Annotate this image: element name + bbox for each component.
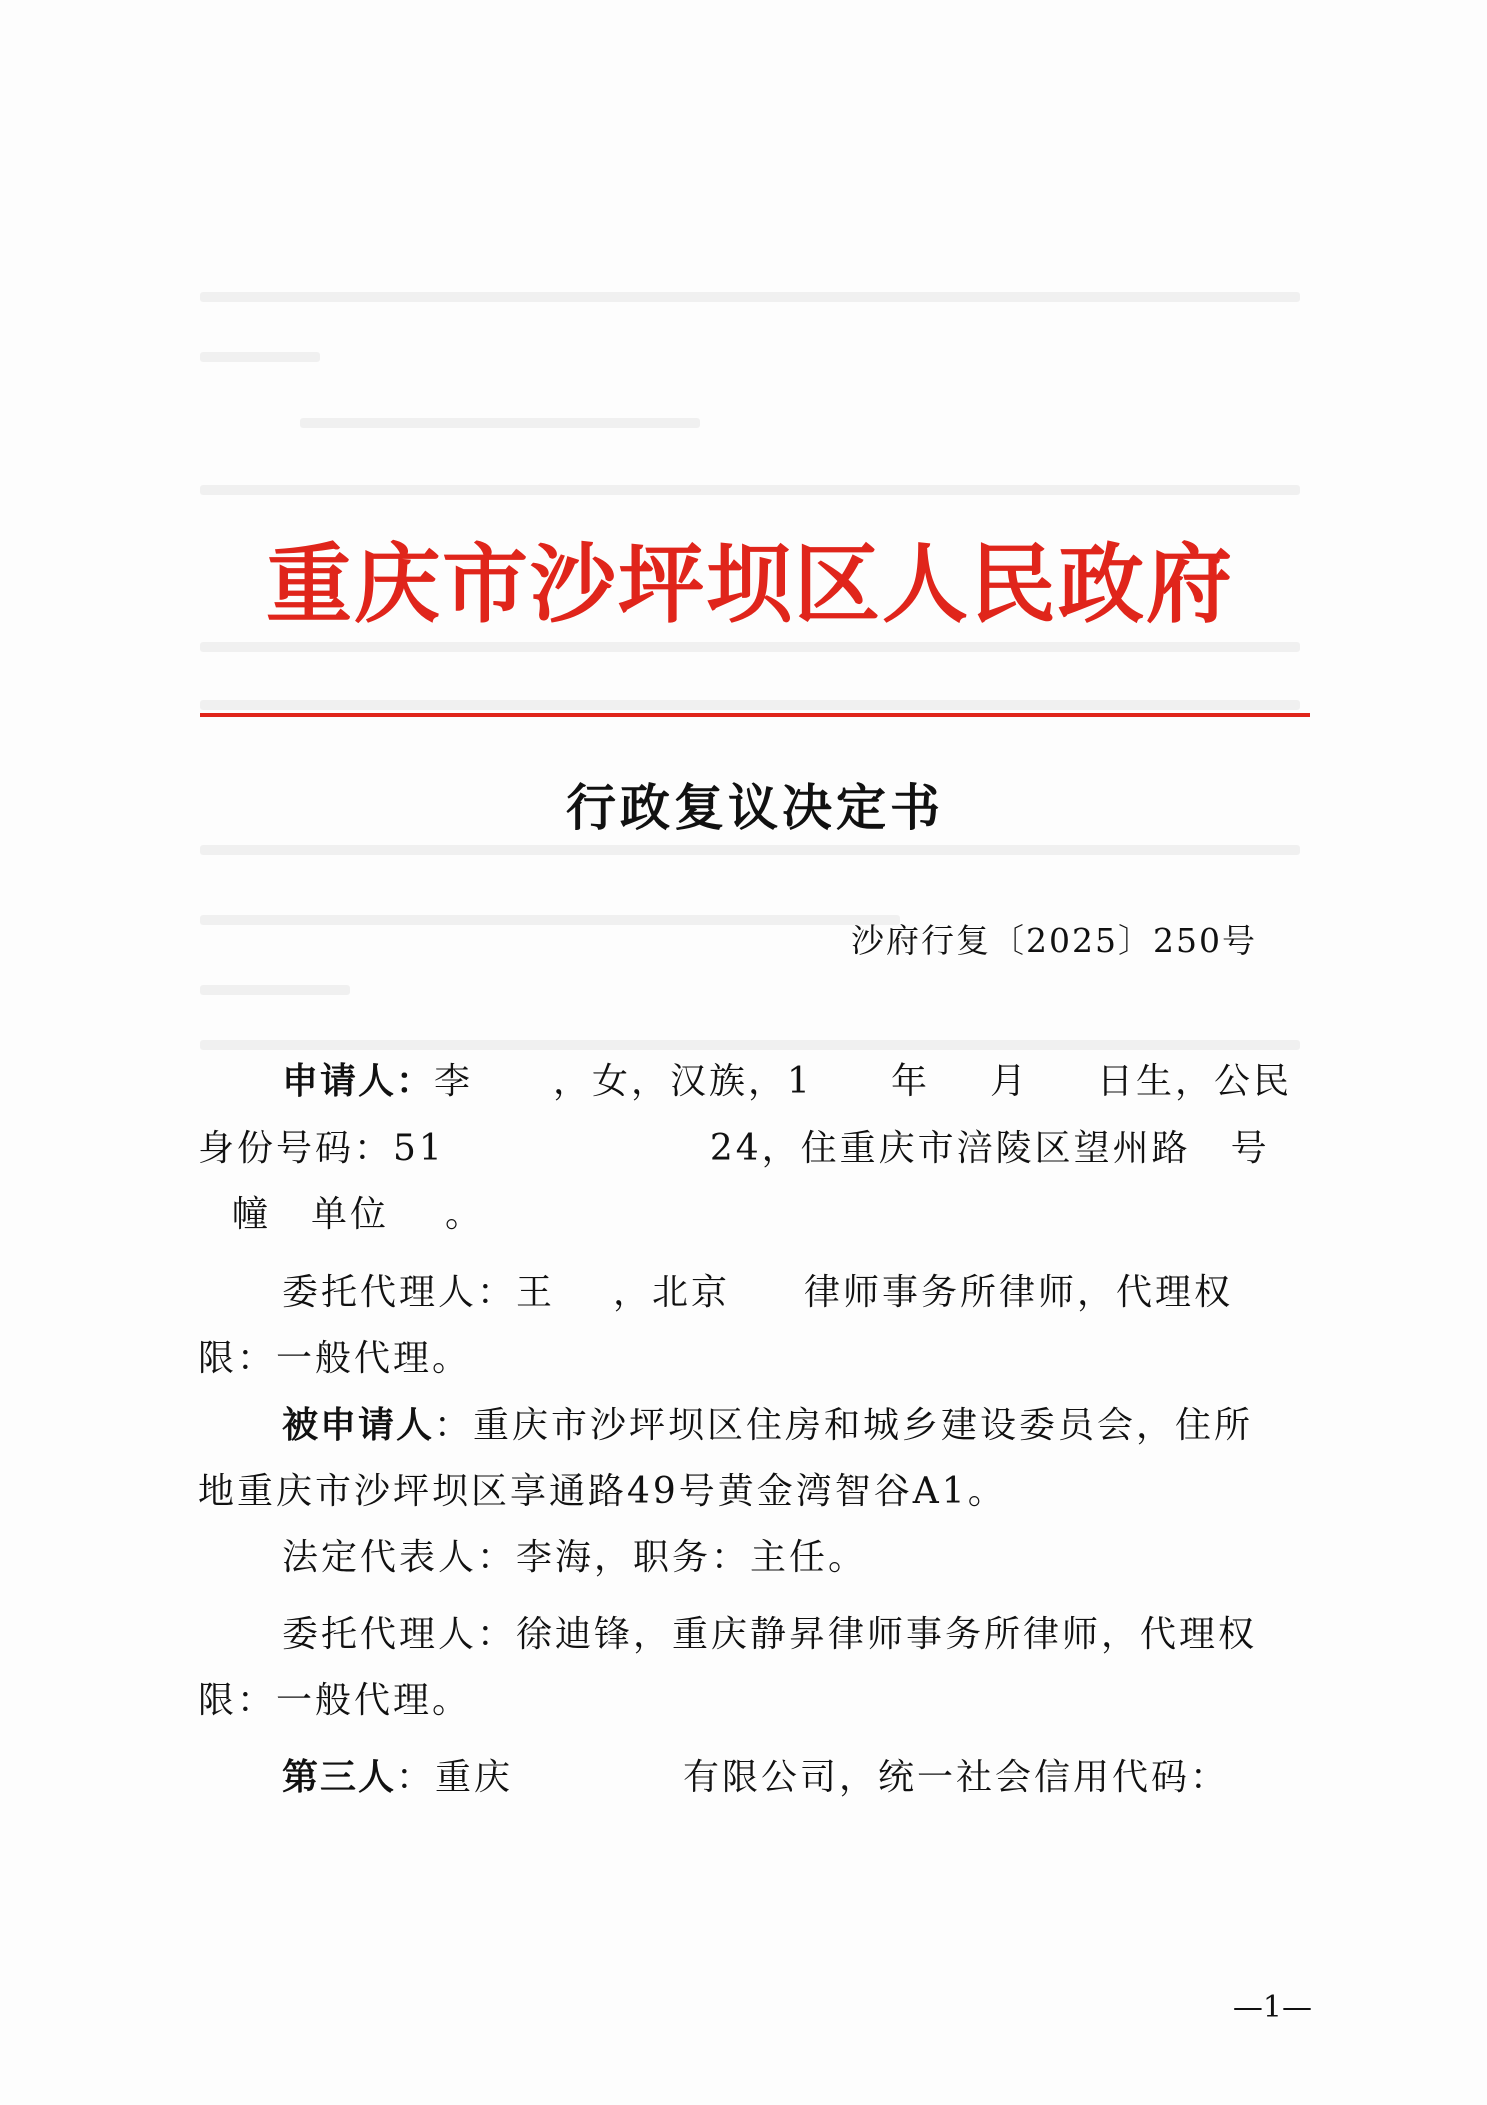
applicant-house-number: 号 — [1230, 1128, 1270, 1169]
bleed-through-line — [200, 985, 350, 995]
respondent-agent-line-1: 委托代理人：徐迪锋，重庆静昇律师事务所律师，代理权 — [282, 1614, 1258, 1655]
legal-representative: 法定代表人：李海，职务：主任。 — [282, 1537, 868, 1578]
red-separator-rule — [200, 713, 1310, 717]
document-number: 沙府行复〔2025〕250号 — [851, 921, 1257, 960]
respondent-name: ：重庆市沙坪坝区住房和城乡建设委员会，住所 — [434, 1405, 1254, 1446]
applicant-agent-firm-suffix: 律师事务所律师，代理权 — [804, 1272, 1234, 1313]
third-party-line — [282, 1756, 1229, 1800]
applicant-birth-month: 月 — [989, 1061, 1029, 1102]
applicant-line-end: 。 — [445, 1194, 485, 1235]
third-party-name-suffix: 有限公司，统一社会信用代码： — [683, 1757, 1230, 1798]
applicant-unit: 单位 — [311, 1194, 390, 1235]
bleed-through-line — [200, 915, 900, 925]
third-party-name-prefix: ：重庆 — [396, 1757, 514, 1798]
applicant-agent-label: 委托代理人：王 — [282, 1272, 556, 1313]
applicant-line-1 — [282, 1060, 1292, 1104]
applicant-agent-line-1 — [282, 1271, 1233, 1315]
bleed-through-line — [200, 352, 320, 362]
issuing-authority-masthead: 重庆市沙坪坝区人民政府 — [266, 534, 1234, 635]
third-party-label: 第三人 — [282, 1757, 397, 1798]
page-number: —1— — [1232, 1990, 1312, 2025]
applicant-building: 幢 — [232, 1194, 272, 1235]
bleed-through-line — [200, 485, 1300, 495]
document-title: 行政复议决定书 — [566, 778, 944, 837]
applicant-agent-firm-prefix: ，北京 — [613, 1272, 731, 1313]
applicant-birth-year: 年 — [890, 1061, 930, 1102]
applicant-line-3 — [232, 1193, 484, 1237]
applicant-name: 李 — [434, 1061, 474, 1102]
bleed-through-line — [200, 700, 1300, 710]
bleed-through-line — [200, 1040, 1300, 1050]
bleed-through-line — [200, 642, 1300, 652]
applicant-birth-day: 日生，公民 — [1096, 1061, 1292, 1102]
bleed-through-line — [300, 418, 700, 428]
applicant-label: 申请人： — [282, 1061, 435, 1102]
applicant-id-label: 身份号码：51 — [198, 1128, 445, 1169]
applicant-agent-line-2: 限：一般代理。 — [198, 1338, 472, 1379]
applicant-address: 24，住重庆市涪陵区望州路 — [709, 1128, 1191, 1169]
respondent-line-1 — [282, 1404, 1253, 1448]
respondent-label: 被申请人 — [282, 1405, 435, 1446]
bleed-through-line — [200, 292, 1300, 302]
respondent-agent-line-2: 限：一般代理。 — [198, 1680, 472, 1721]
applicant-line-2 — [198, 1127, 1270, 1171]
bleed-through-line — [200, 845, 1300, 855]
respondent-line-2: 地重庆市沙坪坝区享通路49号黄金湾智谷A1。 — [198, 1471, 1007, 1512]
applicant-gender-ethnicity: ，女，汉族，1 — [553, 1061, 813, 1102]
